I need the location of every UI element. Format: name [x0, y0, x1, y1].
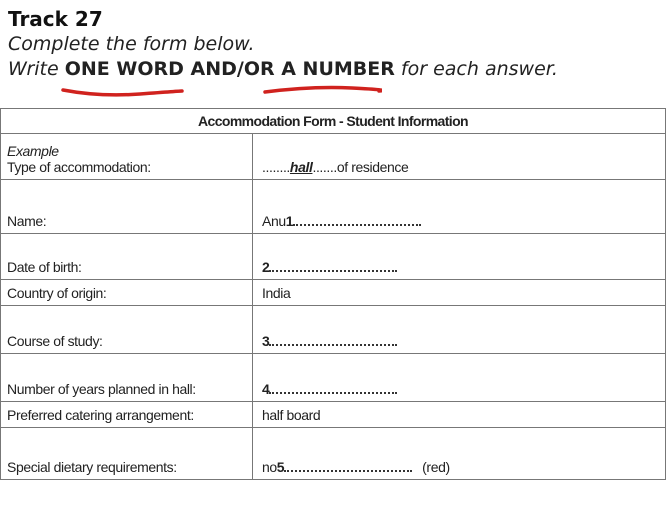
row-label: Type of accommodation:: [7, 159, 151, 175]
value-prefix: no: [262, 459, 277, 475]
row-label: Preferred catering arrangement:: [7, 407, 194, 423]
question-number: 5: [276, 459, 285, 475]
row-suffix: .......of residence: [312, 159, 409, 175]
table-row: [1, 234, 665, 280]
table-row: [1, 134, 665, 180]
accommodation-form: [0, 108, 666, 480]
question-number: 1: [285, 213, 294, 229]
row-label: Special dietary requirements:: [7, 459, 177, 475]
instruction-line-2: [8, 57, 658, 82]
table-row: [1, 180, 665, 234]
red-underline-number: [262, 84, 382, 94]
dots-prefix: ........: [262, 159, 290, 175]
instruction-line-1: Complete the form below.: [8, 33, 255, 55]
answer-blank[interactable]: [269, 382, 397, 394]
table-row: [1, 280, 665, 306]
question-number: 2: [262, 259, 270, 275]
form-title: Accommodation Form - Student Information: [1, 109, 665, 134]
answer-blank[interactable]: [269, 260, 397, 272]
instruction-suffix: for each answer.: [394, 58, 558, 80]
table-row: [1, 306, 665, 354]
row-suffix: (red): [422, 459, 450, 475]
row-label: Date of birth:: [7, 259, 82, 275]
answer-blank[interactable]: [293, 214, 421, 226]
row-value: India: [262, 285, 291, 301]
red-underline-one-word: [60, 86, 185, 96]
example-answer: hall: [289, 159, 313, 175]
value-prefix: Anu: [262, 213, 286, 229]
row-value: half board: [262, 407, 321, 423]
row-label: Country of origin:: [7, 285, 107, 301]
table-row: [1, 354, 665, 402]
answer-blank[interactable]: [284, 460, 412, 472]
row-label: Course of study:: [7, 333, 103, 349]
instruction-emphasis: ONE WORD AND/OR A NUMBER: [64, 58, 395, 80]
example-label: Example: [7, 143, 59, 159]
question-number: 4: [262, 381, 270, 397]
row-label: Name:: [7, 213, 47, 229]
instructions-heading: [8, 6, 658, 82]
row-label: Number of years planned in hall:: [7, 381, 196, 397]
track-title: Track 27: [8, 7, 103, 31]
table-row: [1, 428, 665, 480]
answer-blank[interactable]: [269, 334, 397, 346]
instruction-prefix: Write: [8, 58, 65, 80]
table-row: [1, 402, 665, 428]
question-number: 3: [262, 333, 270, 349]
